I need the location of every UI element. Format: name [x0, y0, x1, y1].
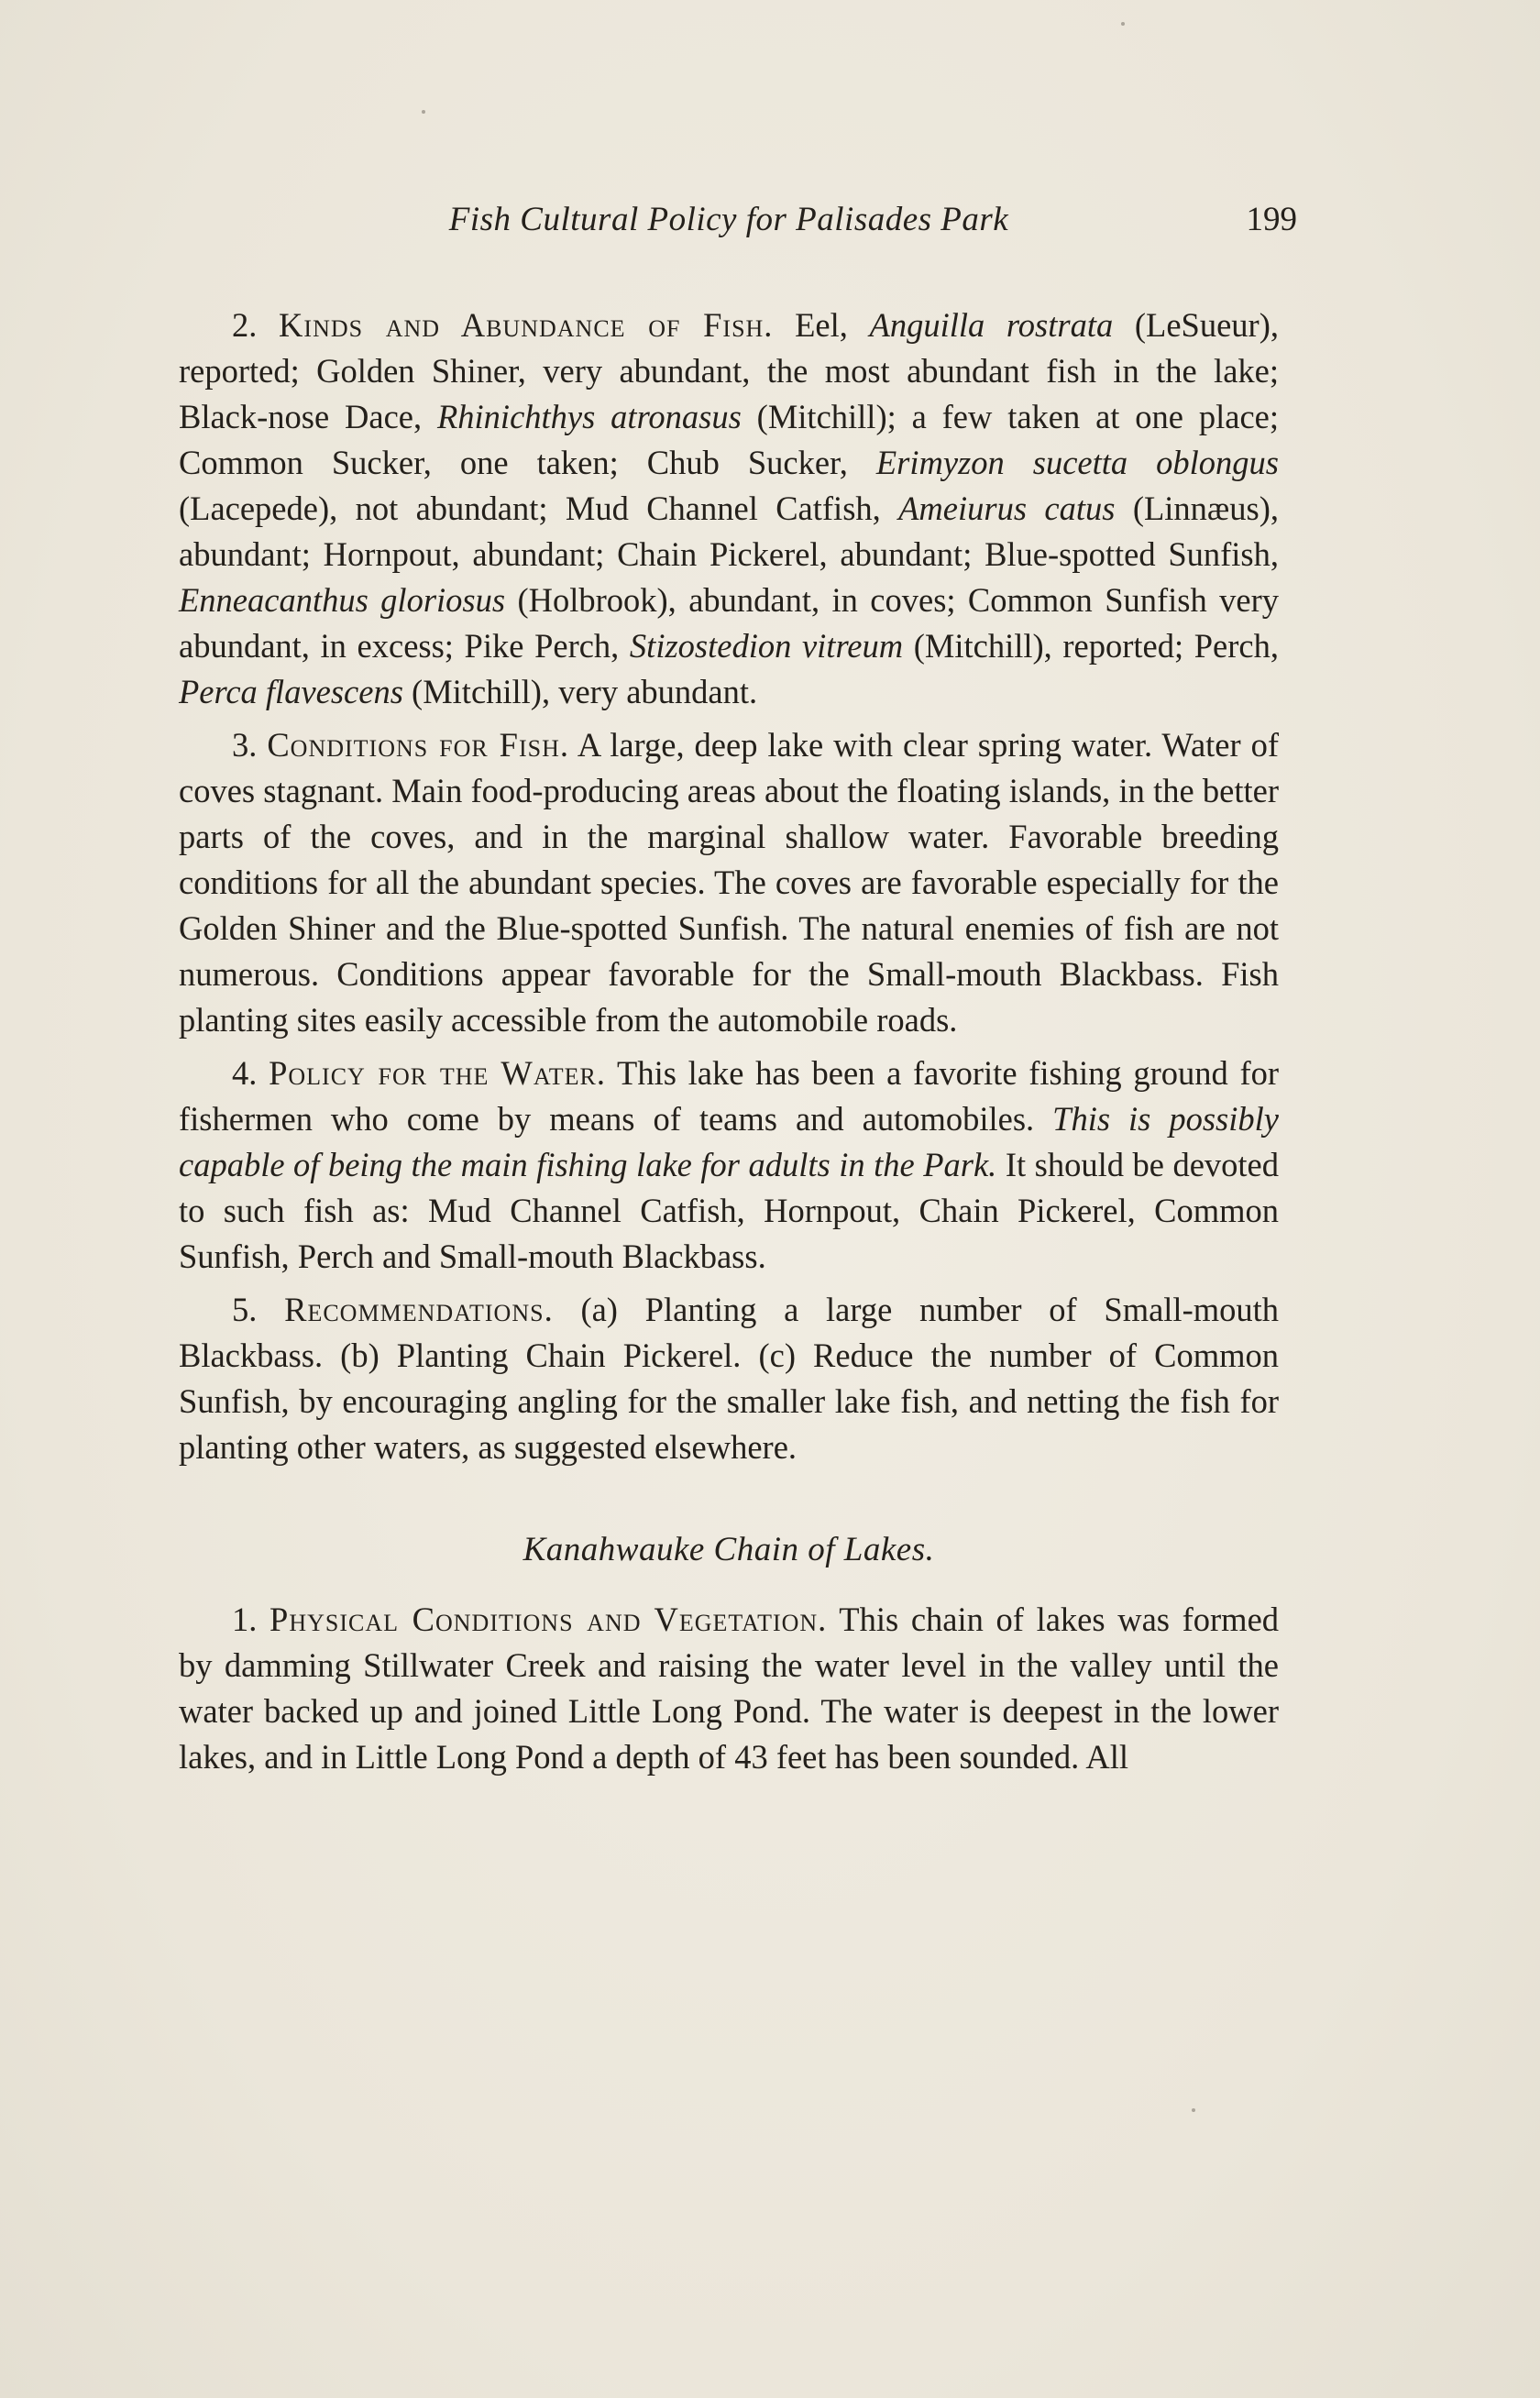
paragraph-conditions-for-fish: 3. Conditions for Fish. A large, deep lake with clear spring water. Water of coves stagnant. Main food-producing areas about the floating islands, in the better parts of the coves, and in the marginal shallow water. Favorable breeding conditions for all the abundant species. The coves are favorable especially for the Golden Shiner and the Blue-spotted Sunfish. The natural enemies of fish are not numerous. Conditions appear favorable for the Small-mouth Blackbass. Fish planting sites easily accessible from the automobile roads.: [179, 726, 1279, 1039]
running-title: Fish Cultural Policy for Palisades Park: [448, 201, 1009, 238]
section-heading: Recommendations.: [284, 1291, 554, 1328]
paragraph-kinds-of-fish: 2. Kinds and Abundance of Fish. Eel, Anguilla rostrata (LeSueur), reported; Golden Shiner, very abundant, the most abundant fish in the lake; Black-nose Dace, Rhinichthys atronasus (Mitchill); a few taken at one place; Common Sucker, one taken; Chub Sucker, Erimyzon sucetta oblongus (Lacepede), not abundant; Mud Channel Catfish, Ameiurus catus (Linnæus), abundant; Hornpout, abundant; Chain Pickerel, abundant; Blue-spotted Sunfish, Enneacanthus gloriosus (Holbrook), abundant, in coves; Common Sunfish very abundant, in excess; Pike Perch, Stizostedion vitreum (Mitchill), reported; Perch, Perca flavescens (Mitchill), very abundant.: [179, 306, 1280, 710]
body-text: [179, 302, 1279, 1788]
ink-speck: [422, 110, 425, 114]
species-name: Ameiurus catus: [898, 490, 1116, 527]
species-name: Anguilla rostrata: [869, 306, 1114, 344]
species-name: Rhinichthys atronasus: [437, 398, 742, 435]
section-heading: Conditions for Fish.: [267, 726, 569, 764]
page-header: [179, 200, 1297, 246]
page-number: 199: [1246, 201, 1297, 238]
ink-speck: [1192, 2108, 1195, 2112]
paragraph-physical-conditions: 1. Physical Conditions and Vegetation. This chain of lakes was formed by damming Stillwater Creek and raising the water level in the valley until the water backed up and joined Little Long Pond. The water is deepest in the lower lakes, and in Little Long Pond a depth of 43 feet has been sounded. All: [179, 1600, 1280, 1776]
ink-speck: [1121, 22, 1125, 26]
section-heading: Physical Conditions and Vegetation.: [270, 1600, 828, 1638]
species-name: Stizostedion vitreum: [629, 627, 904, 665]
section-heading: Policy for the Water.: [269, 1054, 606, 1092]
paragraph-recommendations: 5. Recommendations. (a) Planting a large number of Small-mouth Blackbass. (b) Planting Chain Pickerel. (c) Reduce the number of Common Sunfish, by encouraging angling for the smaller lake fish, and netting the fish for planting other waters, as suggested elsewhere.: [179, 1291, 1280, 1466]
section-heading: Kinds and Abundance of Fish.: [279, 306, 774, 344]
emphasis-text: This is possibly capable of being the main fishing lake for adults in the Park.: [179, 1100, 1279, 1183]
species-name: Erimyzon sucetta oblongus: [875, 444, 1279, 481]
species-name: Enneacanthus gloriosus: [179, 581, 506, 619]
section-title: Kanahwauke Chain of Lakes.: [522, 1531, 935, 1568]
paragraph-policy-for-water: 4. Policy for the Water. This lake has been a favorite fishing ground for fishermen who come by means of teams and automobiles. This is possibly capable of being the main fishing lake for adults in the Park. It should be devoted to such fish as: Mud Channel Catfish, Hornpout, Chain Pickerel, Common Sunfish, Perch and Small-mouth Blackbass.: [179, 1054, 1279, 1275]
species-name: Perca flavescens: [179, 673, 403, 710]
